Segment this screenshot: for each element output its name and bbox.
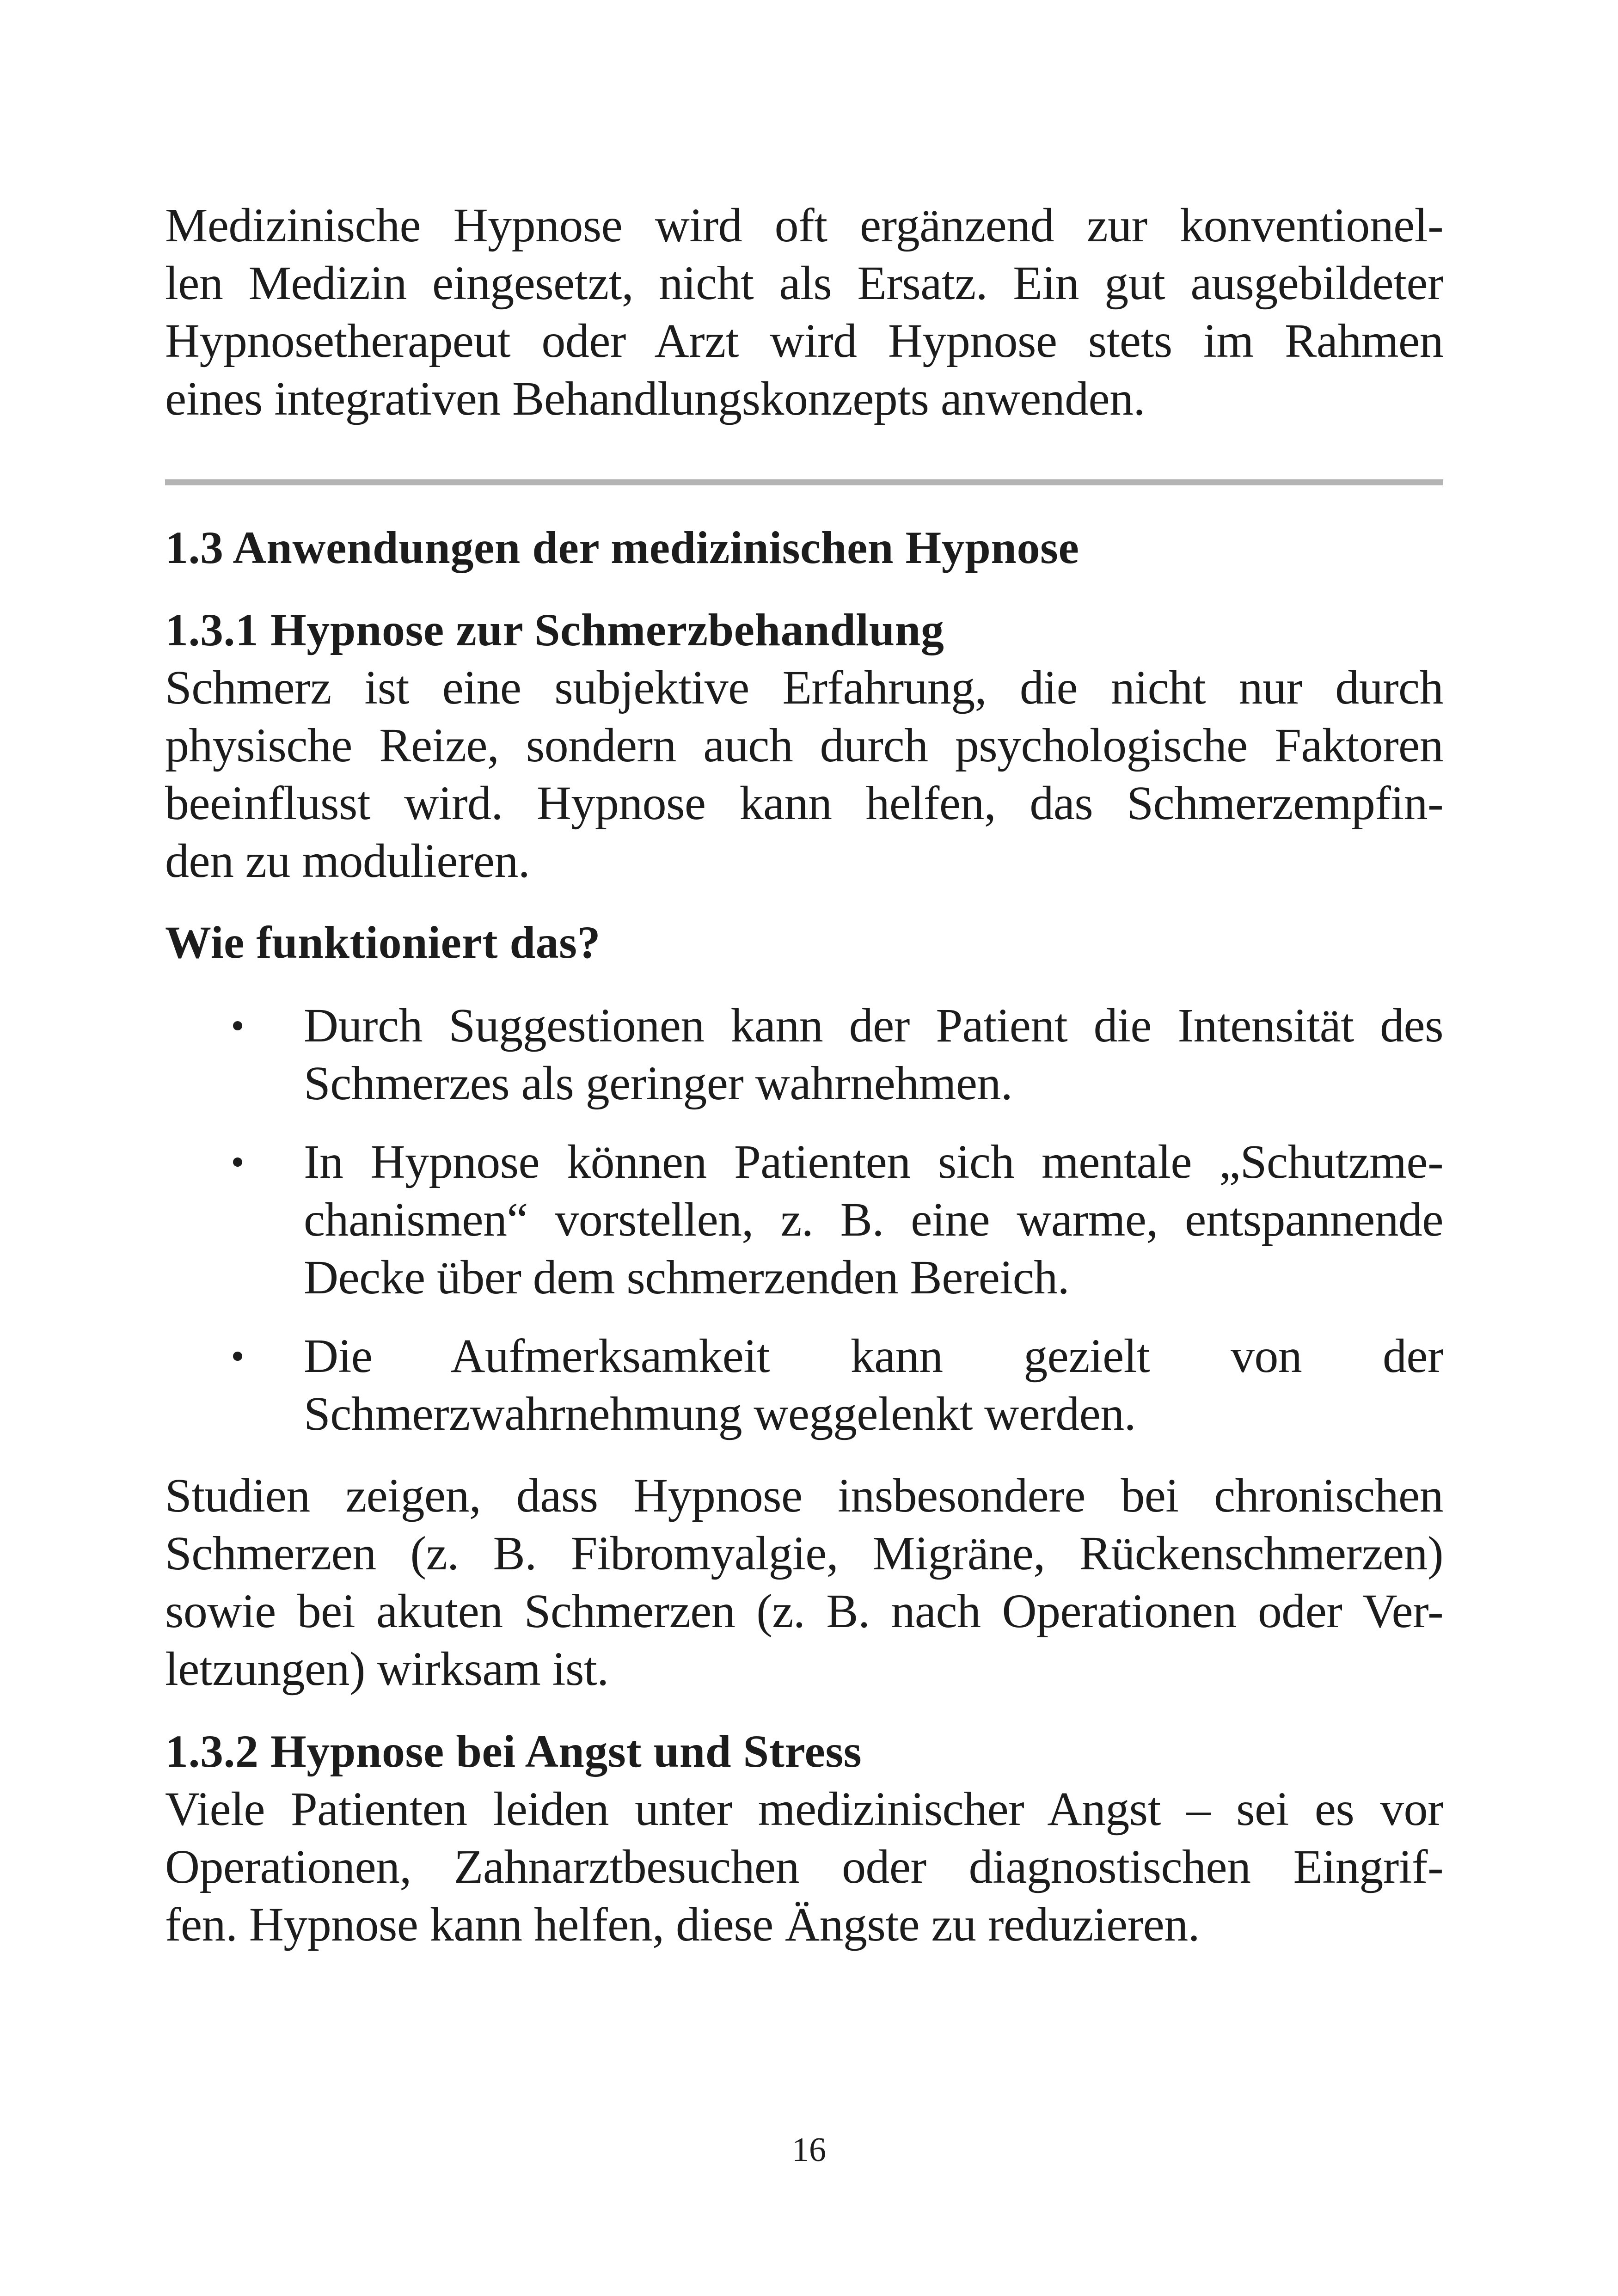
page-content <box>165 196 1443 1953</box>
text-line: sowie bei akuten Schmerzen (z. B. nach Operationen oder Ver- <box>165 1585 1443 1638</box>
text-line: Hypnosetherapeut oder Arzt wird Hypnose stets im Rahmen <box>165 314 1443 367</box>
section-divider <box>165 479 1443 485</box>
intro-paragraph <box>165 196 1443 428</box>
pain-paragraph <box>165 659 1443 890</box>
text-line: Schmerzwahrnehmung weggelenkt werden. <box>304 1387 1136 1440</box>
bullet-icon <box>233 1352 242 1361</box>
text-line: Schmerz ist eine subjektive Erfahrung, die nicht nur durch <box>165 661 1443 714</box>
list-item <box>165 997 1443 1112</box>
text-line: letzungen) wirksam ist. <box>165 1642 609 1696</box>
text-line: eines integrativen Behandlungskonzepts anwenden. <box>165 372 1145 425</box>
page-number: 16 <box>792 2131 826 2169</box>
subsection-heading-pain: 1.3.1 Hypnose zur Schmerzbehandlung <box>165 604 944 655</box>
list-item <box>165 1327 1443 1443</box>
section-heading: 1.3 Anwendungen der medizinischen Hypnose <box>165 522 1079 573</box>
bullet-list <box>165 997 1443 1443</box>
text-line: Decke über dem schmerzenden Bereich. <box>304 1251 1070 1304</box>
text-line: Studien zeigen, dass Hypnose insbesondere bei chronischen <box>165 1469 1443 1522</box>
text-line: physische Reize, sondern auch durch psychologische Faktoren <box>165 719 1443 772</box>
list-item-text <box>304 997 1443 1112</box>
text-line: Schmerzes als geringer wahrnehmen. <box>304 1057 1013 1110</box>
studies-paragraph <box>165 1467 1443 1698</box>
text-line: Schmerzen (z. B. Fibromyalgie, Migräne, Rückenschmerzen) <box>165 1527 1443 1580</box>
subsection-heading-anxiety: 1.3.2 Hypnose bei Angst und Stress <box>165 1726 862 1777</box>
list-item-text <box>304 1327 1443 1443</box>
list-item-text <box>304 1133 1443 1306</box>
text-line: len Medizin eingesetzt, nicht als Ersatz. Ein gut ausgebildeter <box>165 257 1443 310</box>
text-line: Operationen, Zahnarztbesuchen oder diagnostischen Eingrif- <box>165 1840 1443 1893</box>
text-line: fen. Hypnose kann helfen, diese Ängste zu reduzieren. <box>165 1898 1200 1951</box>
text-line: chanismen“ vorstellen, z. B. eine warme, entspannende <box>304 1193 1443 1246</box>
bullet-icon <box>233 1021 242 1030</box>
question-heading: Wie funktioniert das? <box>165 917 601 968</box>
bullet-icon <box>233 1157 242 1167</box>
list-item <box>165 1133 1443 1306</box>
text-line: Medizinische Hypnose wird oft ergänzend zur konventionel- <box>165 199 1443 252</box>
text-line: Viele Patienten leiden unter medizinischer Angst – sei es vor <box>165 1782 1443 1836</box>
anxiety-paragraph <box>165 1780 1443 1953</box>
text-line: den zu modulieren. <box>165 834 530 888</box>
text-line: Die Aufmerksamkeit kann gezielt von der <box>304 1329 1443 1383</box>
text-line: In Hypnose können Patienten sich mentale „Schutzme- <box>304 1135 1443 1188</box>
text-line: beeinflusst wird. Hypnose kann helfen, das Schmerzempfin- <box>165 777 1443 830</box>
text-line: Durch Suggestionen kann der Patient die Intensität des <box>304 999 1443 1052</box>
